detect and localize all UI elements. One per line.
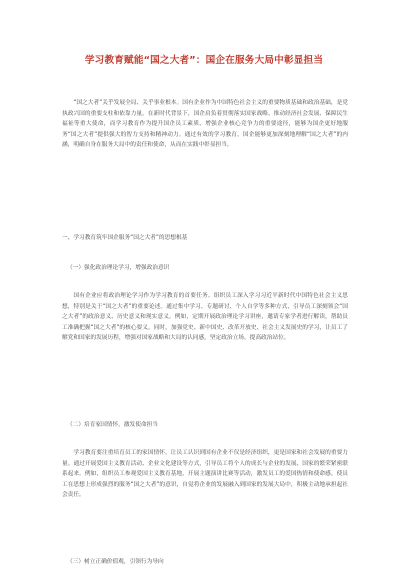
intro-paragraph: “国之大者”关乎发展全局、关乎事业根本。国有企业作为中国特色社会主义的重要物质基础和政治基础，是党执政兴国的重要支柱和依靠力量。在新时代背景下，国企肩负着贯彻落实国家战略、推动经济社会发展、保障民生福祉等重大使命，而学习教育作为提升国企员工素质、增强企业核心竞争力的重要途径，能够为国企更好地服务“国之大者”提供强大的智力支持和精神动力。通过有效的学习教育，国企能够更加深刻地理解“国之大者”的内涵，明确自身在服务大局中的责任和使命，从而在实践中彰显担当。 bbox=[62, 100, 348, 149]
subsection-1-heading: （一）强化政治理论学习，增强政治意识 bbox=[67, 265, 170, 271]
subsection-2-paragraph: 学习教育要注重培育员工的家国情怀，让员工认识到国有企业不仅是经济组织，更是国家和社会发展的重要力量。通过开展爱国主义教育活动、企业文化建设等方式，引导员工将个人的成长与企业的发展、国家的繁荣紧密联系起来。例如，组织员工参观爱国主义教育基地，开展主题演讲比赛等活动，激发员工的爱国热情和使命感。使员工在思想上形成强烈的服务“国之大者”的意识，自觉将企业的发展融入到国家的发展大局中，积极主动地承担起社会责任。 bbox=[62, 450, 348, 499]
section-1-heading: 一、学习教育筑牢国企服务“国之大者”的思想根基 bbox=[62, 235, 188, 241]
subsection-2-heading: （二）培育家国情怀，激发使命担当 bbox=[67, 422, 158, 428]
subsection-3-heading: （三）树立正确价值观，引领行为导向 bbox=[67, 559, 164, 565]
subsection-1-paragraph: 国有企业应将政治理论学习作为学习教育的首要任务。组织员工深入学习习近平新时代中国特色社会主义思想，特别是关于“国之大者”的重要论述。通过集中学习、专题研讨、个人自学等多种方式，引导员工深刻领会“国之大者”的政治意义、历史意义和现实意义。例如，定期开展政治理论学习讲座，邀请专家学者进行解读，帮助员工准确把握“国之大者”的核心要义。同时，加强党史、新中国史、改革开放史、社会主义发展史的学习，让员工了解党和国家的发展历程，增强对国家战略和大局的认同感，坚定政治立场，提高政治站位。 bbox=[62, 293, 348, 342]
document-title: 学习教育赋能“国之大者”：国企在服务大局中彰显担当 bbox=[84, 55, 324, 66]
